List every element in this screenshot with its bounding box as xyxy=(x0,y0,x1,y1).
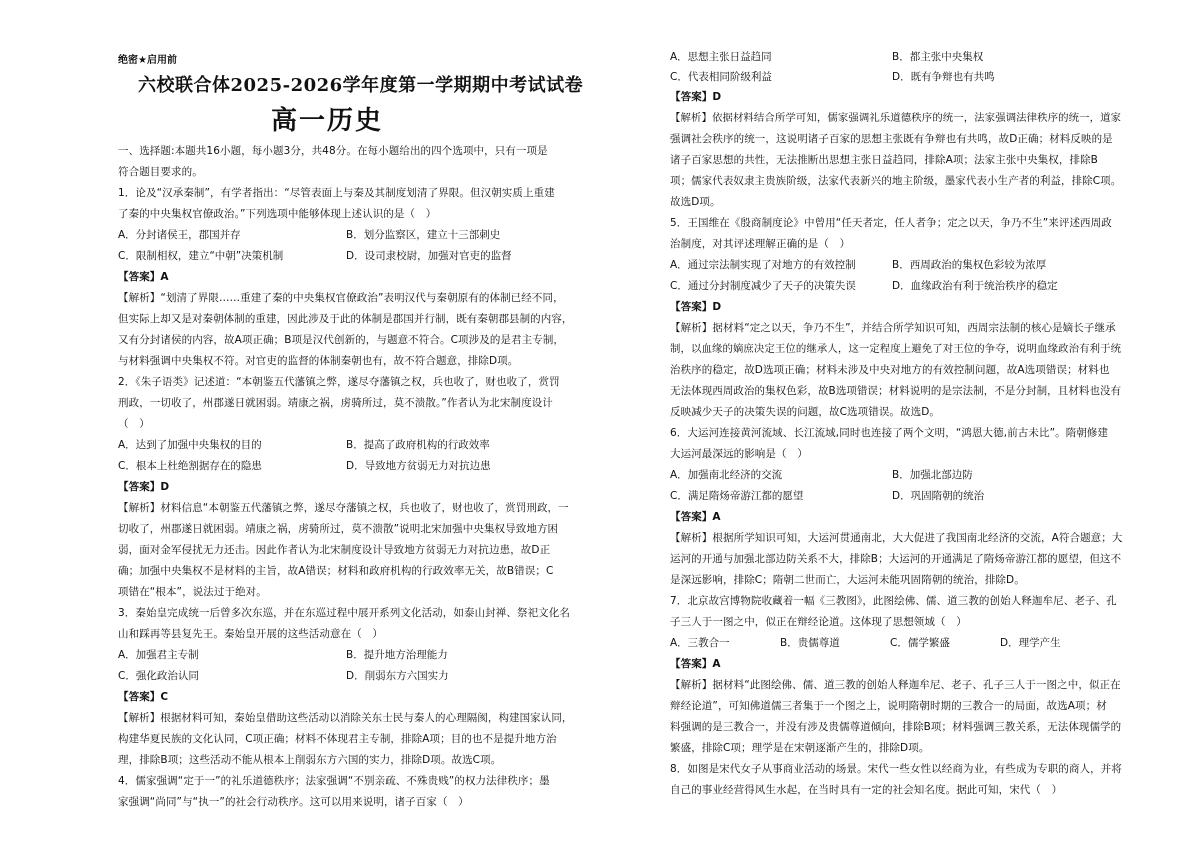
option-d: D．既有争辩也有共鸣 xyxy=(892,71,995,83)
question-stem: 3．秦始皇完成统一后曾多次东巡，并在东巡过程中展开系列文化活动，如泰山封禅、祭祀文化名 xyxy=(118,607,570,619)
option-a: A．加强君主专制 xyxy=(118,649,199,661)
option-c: C．儒学繁盛 xyxy=(890,637,950,649)
explanation: 繁盛，排除C项；理学是在宋朝逐渐产生的，排除D项。 xyxy=(670,742,930,754)
explanation: 但实际上却又是对秦朝体制的重建，因此涉及于此的体制是郡国并行制，既有秦朝郡县制的内容， xyxy=(118,313,573,325)
explanation: 与材料强调中央集权不符。对官吏的监督的体制秦朝也有，故不符合题意，排除D项。 xyxy=(118,355,519,367)
option-d: D．巩固隋朝的统治 xyxy=(892,490,985,502)
question-stem: 大运河最深远的影响是（ ） xyxy=(670,448,808,460)
explanation: 反映减少天子的决策失误的问题，故C选项错误。故选D。 xyxy=(670,406,941,418)
question-stem: 2．《朱子语类》记述道：“本朝鉴五代藩镇之弊，遂尽夺藩镇之权，兵也收了，财也收了，赏罚 xyxy=(118,376,560,388)
explanation: 【解析】根据材料可知，秦始皇借助这些活动以消除关东士民与秦人的心理隔阂，构建国家认同， xyxy=(118,712,573,724)
explanation: 【解析】据材料“此图绘佛、儒、道三教的创始人释迦牟尼、老子、孔子三人于一图之中，似正在 xyxy=(670,679,1121,691)
option-a: A．加强南北经济的交流 xyxy=(670,469,783,481)
option-a: A．通过宗法制实现了对地方的有效控制 xyxy=(670,259,856,271)
explanation: 切收了，州郡遂日就困弱。靖康之祸，虏骑所过，莫不溃散”说明北宋加强中央集权导致地方困 xyxy=(118,523,559,535)
explanation: 又有分封诸侯的内容，故A项正确；B项是汉代创新的，与题意不符合。C项涉及的是君主专制， xyxy=(118,334,565,346)
question-stem: 6．大运河连接黄河流域、长江流域,同时也连接了两个文明，“鸿恩大德,前古未比”。隋朝修建 xyxy=(670,427,1109,439)
option-c: C．代表相同阶级利益 xyxy=(670,71,772,83)
explanation: 【解析】材料信息“本朝鉴五代藩镇之弊，遂尽夺藩镇之权，兵也收了，财也收了，赏罚刑政，一 xyxy=(118,502,569,514)
option-c: C．通过分封制度减少了天子的决策失误 xyxy=(670,280,856,292)
question-stem: 自己的事业经营得风生水起，在当时具有一定的社会知名度。据此可知，宋代（ ） xyxy=(670,784,1063,796)
question-stem: 子三人于一图之中，似正在辩经论道。这体现了思想领域（ ） xyxy=(670,616,967,628)
explanation: 【解析】依据材料结合所学可知，儒家强调礼乐道德秩序的统一，法家强调法律秩序的统一，道家 xyxy=(670,112,1122,124)
option-c: C．根本上杜绝割据存在的隐患 xyxy=(118,460,262,472)
option-d: D．设司隶校尉，加强对官吏的监督 xyxy=(346,250,512,262)
question-stem: 1．论及“汉承秦制”，有学者指出：“尽管表面上与秦及其制度划清了界限。但汉朝实质上重建 xyxy=(118,187,555,199)
option-b: B．加强北部边防 xyxy=(892,469,973,481)
exam-subject: 高一历史 xyxy=(271,106,384,136)
explanation: 确；加强中央集权不是材料的主旨，故A错误；材料和政府机构的行政效率无关，故B错误；C xyxy=(118,565,554,577)
explanation: 料强调的是三教合一，并没有涉及贵儒尊道倾向，排除B项；材料强调三教关系，无法体现儒学的 xyxy=(670,721,1122,733)
option-d: D．导致地方贫弱无力对抗边患 xyxy=(346,460,491,472)
explanation: 项错在“根本”，说法过于绝对。 xyxy=(118,586,267,598)
question-stem: 7．北京故宫博物院收藏着一幅《三教图》，此图绘佛、儒、道三教的创始人释迦牟尼、老子、孔 xyxy=(670,595,1117,607)
explanation: 无法体现西周政治的集权色彩，故B选项错误；材料说明的是宗法制，不是分封制，且材料也没有 xyxy=(670,385,1122,397)
option-a: A．分封诸侯王，郡国并存 xyxy=(118,229,241,241)
question-stem: 了秦的中央集权官僚政治。”下列选项中能够体现上述认识的是（ ） xyxy=(118,208,437,220)
explanation: 构建华夏民族的文化认同，C项正确；材料不体现君主专制，排除A项；目的也不是提升地方治 xyxy=(118,733,557,745)
exam-title: 六校联合体2025-2026学年度第一学期期中考试试卷 xyxy=(138,75,584,96)
question-stem: （ ） xyxy=(118,418,150,430)
answer: 【答案】A xyxy=(670,511,721,523)
answer: 【答案】D xyxy=(670,301,722,313)
option-d: D．理学产生 xyxy=(1000,637,1061,649)
option-b: B．提升地方治理能力 xyxy=(346,649,448,661)
option-b: B．提高了政府机构的行政效率 xyxy=(346,439,490,451)
explanation: 辩经论道”，可知佛道儒三者集于一个图之上，说明隋朝时期的三教合一的局面，故选A项；材 xyxy=(670,700,1107,712)
option-b: B．西周政治的集权色彩较为浓厚 xyxy=(892,259,1047,271)
explanation: 弱，面对金军侵扰无力还击。因此作者认为北宋制度设计导致地方贫弱无力对抗边患，故D正 xyxy=(118,544,551,556)
explanation: 【解析】根据所学知识可知，大运河贯通南北，大大促进了我国南北经济的交流，A符合题意；大 xyxy=(670,532,1123,544)
question-stem: 山和踩再等县复先王。秦始皇开展的这些活动意在（ ） xyxy=(118,628,383,640)
option-c: C．满足隋炀帝游江都的愿望 xyxy=(670,490,804,502)
explanation: 理，排除B项；这些活动不能从根本上削弱东方六国的实力，排除D项。故选C项。 xyxy=(118,754,502,766)
question-stem: 5．王国维在《殷商制度论》中曾用“任天者定，任人者争；定之以天，争乃不生”来评述西周政 xyxy=(670,217,1112,229)
explanation: 治秩序的稳定，故D选项正确；材料未涉及中央对地方的有效控制问题，故A选项错误；材料也 xyxy=(670,364,1110,376)
option-b: B．划分监察区，建立十三部刺史 xyxy=(346,229,501,241)
option-c: C．限制相权，建立“中朝”决策机制 xyxy=(118,250,284,262)
option-d: D．削弱东方六国实力 xyxy=(346,670,449,682)
option-a: A．三教合一 xyxy=(670,637,730,649)
question-stem: 刑政，一切收了，州郡遂日就困弱。靖康之祸，虏骑所过，莫不溃散。”作者认为北宋制度设计 xyxy=(118,397,553,409)
option-b: B．贵儒尊道 xyxy=(780,637,840,649)
confidential-mark: 绝密★启用前 xyxy=(118,55,177,66)
question-stem: 治制度，对其评述理解正确的是（ ） xyxy=(670,238,851,250)
answer: 【答案】D xyxy=(118,481,170,493)
explanation: 诸子百家思想的共性，无法推断出思想主张日益趋同，排除A项；法家主张中央集权，排除B xyxy=(670,154,1098,166)
question-stem: 4．儒家强调“定于一”的礼乐道德秩序；法家强调“不别亲疏、不殊贵贱”的权力法律秩序；墨 xyxy=(118,775,550,787)
option-b: B．都主张中央集权 xyxy=(892,51,984,63)
option-a: A．达到了加强中央集权的目的 xyxy=(118,439,262,451)
answer: 【答案】D xyxy=(670,91,722,103)
explanation: 【解析】“划清了界限……重建了秦的中央集权官僚政治”表明汉代与秦朝原有的体制已经不同， xyxy=(118,292,564,304)
explanation: 运河的开通与加强北部边防关系不大，排除B；大运河的开通满足了隋炀帝游江都的愿望，但这不 xyxy=(670,553,1122,565)
explanation: 故选D项。 xyxy=(670,196,721,208)
answer: 【答案】A xyxy=(670,658,721,670)
explanation: 强调社会秩序的统一，这说明诸子百家的思想主张既有争辩也有共鸣，故D正确；材料反映的是 xyxy=(670,133,1113,145)
answer: 【答案】C xyxy=(118,691,169,703)
section-intro: 一、选择题:本题共16小题，每小题3分，共48分。在每小题给出的四个选项中，只有一项是 xyxy=(118,145,548,157)
option-d: D．血缘政治有利于统治秩序的稳定 xyxy=(892,280,1058,292)
section-intro: 符合题目要求的。 xyxy=(118,166,203,178)
explanation: 【解析】据材料“定之以天，争乃不生”，并结合所学知识可知，西周宗法制的核心是嫡长子继承 xyxy=(670,322,1116,334)
answer: 【答案】A xyxy=(118,271,169,283)
explanation: 项；儒家代表奴隶主贵族阶级，法家代表新兴的地主阶级，墨家代表小生产者的利益，排除C项。 xyxy=(670,175,1122,187)
explanation: 制，以血缘的嫡庶决定王位的继承人，这一定程度上避免了对王位的争夺，说明血缘政治有利于统 xyxy=(670,343,1122,355)
option-a: A．思想主张日益趋同 xyxy=(670,51,772,63)
explanation: 是深远影响，排除C；隋朝二世而亡，大运河未能巩固隋朝的统治，排除D。 xyxy=(670,574,1025,586)
question-stem: 8．如图是宋代女子从事商业活动的场景。宋代一些女性以经商为业，有些成为专职的商人，并将 xyxy=(670,763,1122,775)
question-stem: 家强调“尚同”与“执一”的社会行动秩序。这可以用来说明，诸子百家（ ） xyxy=(118,796,469,808)
option-c: C．强化政治认同 xyxy=(118,670,199,682)
